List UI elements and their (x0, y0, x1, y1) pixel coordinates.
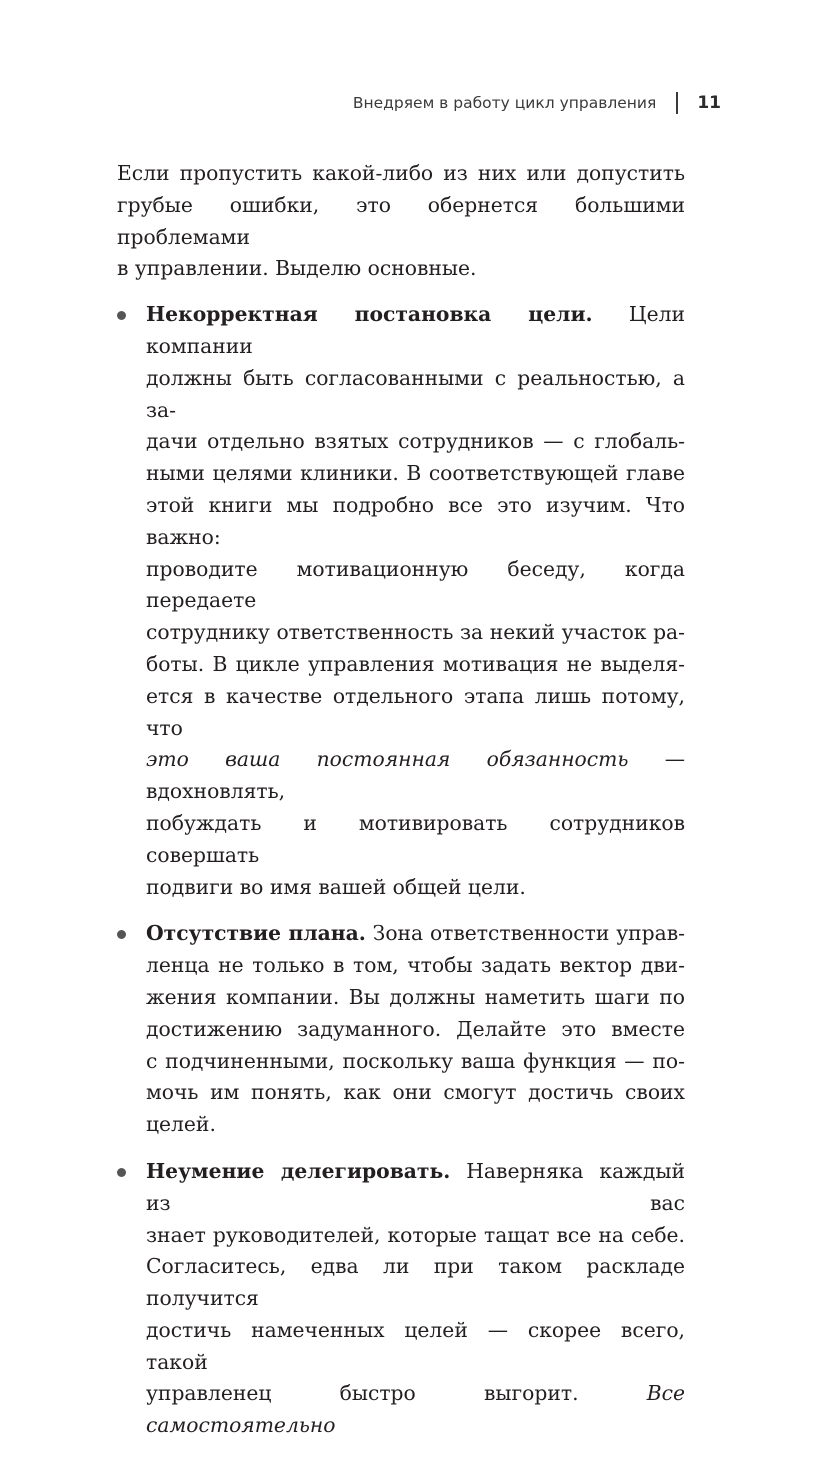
text-line: Некорректная постановка цели. Цели компании (146, 302, 685, 358)
text-line: жения компании. Вы должны наметить шаги по (146, 984, 685, 1009)
item-term: Отсутствие плана. (146, 921, 366, 946)
text-line: знает руководителей, которые тащат все на себе. (146, 1222, 685, 1247)
header-separator (676, 92, 678, 114)
emphasis-text: Все самостоятельно (146, 1381, 685, 1438)
list-item (117, 299, 685, 903)
text-line: Отсутствие плана. Зона ответственности управ- (146, 921, 685, 946)
running-header (353, 92, 721, 114)
emphasis-text: это ваша постоянная обязанность (146, 747, 629, 772)
problem-list (117, 299, 685, 1442)
text-line: Неумение делегировать. Наверняка каждый из вас (146, 1158, 685, 1215)
text-line: ными целями клиники. В соответствующей главе (146, 461, 685, 486)
bullet-dot-icon (117, 1168, 126, 1177)
text-line: подвиги во имя вашей общей цели. (146, 874, 526, 899)
bullet-dot-icon (117, 311, 126, 320)
text-line: боты. В цикле управления мотивация не выделя- (146, 651, 685, 676)
page-body (117, 158, 685, 1457)
list-item (117, 918, 685, 1141)
text-line: грубые ошибки, это обернется большими проблемами (117, 192, 685, 249)
text-line: дачи отдельно взятых сотрудников — с глобаль- (146, 429, 685, 454)
text-line: достижению задуманного. Делайте это вместе (146, 1016, 685, 1041)
text-line: ется в качестве отдельного этапа лишь потому, что (146, 683, 685, 740)
list-item (117, 1156, 685, 1442)
text-line: в управлении. Выделю основные. (117, 256, 477, 281)
text-line: это ваша постоянная обязанность — вдохновлять, (146, 747, 685, 804)
item-term: Некорректная постановка цели. (146, 302, 593, 327)
chapter-title: Внедряем в работу цикл управления (352, 94, 657, 112)
text-line: Согласитесь, едва ли при таком раскладе получится (146, 1254, 685, 1311)
text-line: сотруднику ответственность за некий участок ра- (146, 620, 685, 645)
text-line: проводите мотивационную беседу, когда передаете (146, 556, 685, 613)
text-line: с подчиненными, поскольку ваша функция — по- (146, 1048, 685, 1073)
text-line: ленца не только в том, чтобы задать вектор дви- (146, 953, 685, 978)
bullet-dot-icon (117, 930, 126, 939)
text-line: достичь намеченных целей — скорее всего, такой (146, 1317, 685, 1374)
text-line: мочь им понять, как они смогут достичь своих (146, 1080, 685, 1105)
page-number: 11 (697, 93, 721, 113)
text-line: Если пропустить какой-либо из них или допустить (117, 161, 685, 185)
text-line: этой книги мы подробно все это изучим. Что важно: (146, 492, 685, 549)
text-line: целей. (146, 1112, 216, 1137)
intro-paragraph (117, 158, 685, 285)
text-line: управленец быстро выгорит. Все самостоятельно (146, 1381, 685, 1438)
text-line: побуждать и мотивировать сотрудников совершать (146, 810, 685, 867)
item-term: Неумение делегировать. (146, 1158, 451, 1183)
text-line: должны быть согласованными с реальностью, а за- (146, 365, 685, 422)
